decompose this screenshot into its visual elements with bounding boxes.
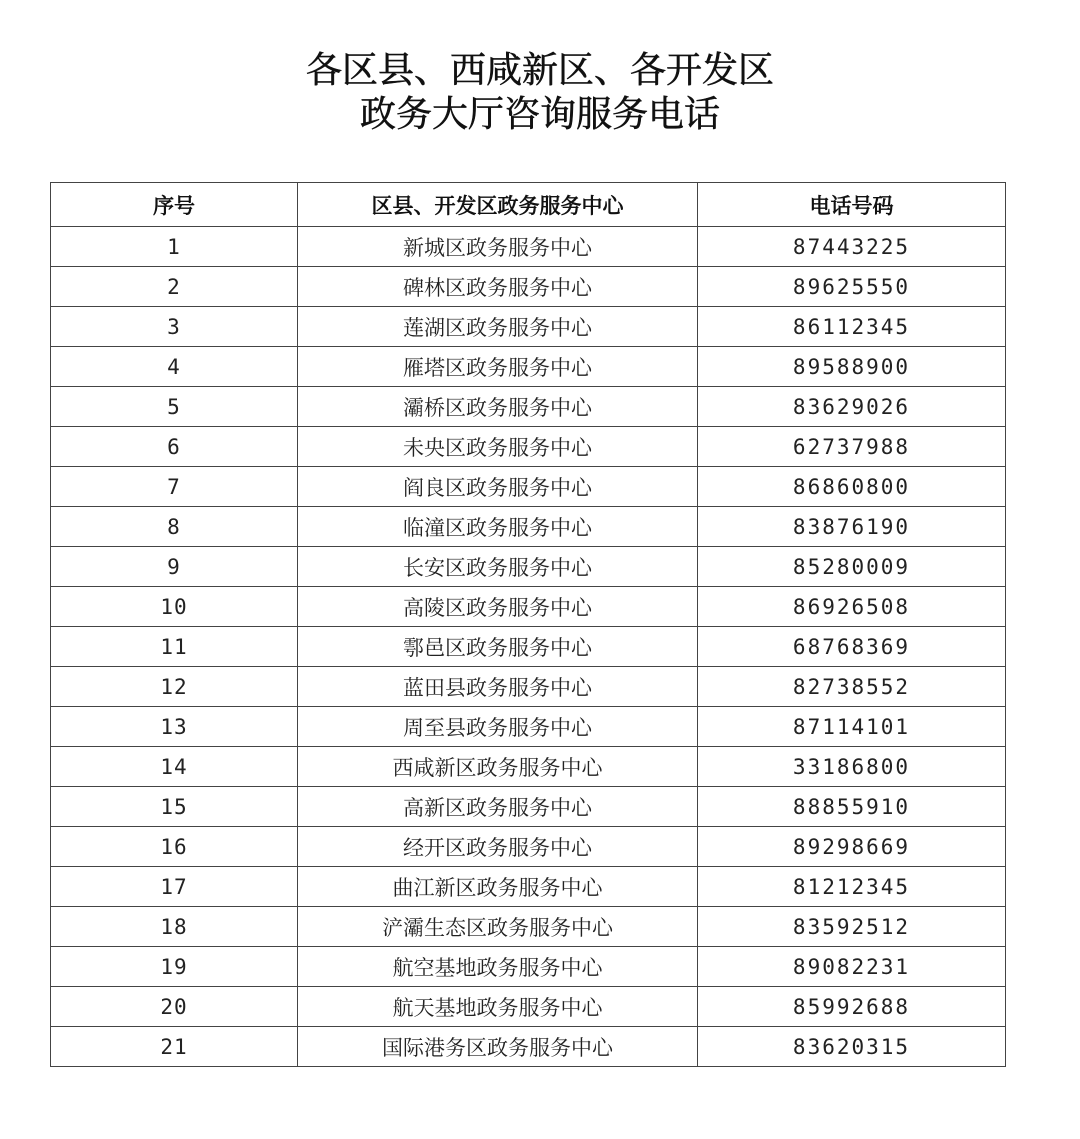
row-center-name: 雁塔区政务服务中心 <box>298 347 698 387</box>
row-phone: 86926508 <box>698 587 1006 627</box>
row-phone: 83592512 <box>698 907 1006 947</box>
row-phone: 87443225 <box>698 227 1006 267</box>
table-row <box>51 827 1006 867</box>
row-phone: 88855910 <box>698 787 1006 827</box>
table-row <box>51 907 1006 947</box>
row-phone: 82738552 <box>698 667 1006 707</box>
row-phone: 89298669 <box>698 827 1006 867</box>
row-center-name: 新城区政务服务中心 <box>298 227 698 267</box>
row-phone: 81212345 <box>698 867 1006 907</box>
table-header-row <box>51 183 1006 227</box>
table-row <box>51 267 1006 307</box>
row-center-name: 碑林区政务服务中心 <box>298 267 698 307</box>
table-header <box>51 183 1006 227</box>
row-phone: 89625550 <box>698 267 1006 307</box>
row-index: 8 <box>51 507 298 547</box>
row-center-name: 长安区政务服务中心 <box>298 547 698 587</box>
header-index: 序号 <box>51 183 298 227</box>
row-phone: 68768369 <box>698 627 1006 667</box>
header-center: 区县、开发区政务服务中心 <box>298 183 698 227</box>
row-center-name: 蓝田县政务服务中心 <box>298 667 698 707</box>
header-phone: 电话号码 <box>698 183 1006 227</box>
row-index: 7 <box>51 467 298 507</box>
row-phone: 86112345 <box>698 307 1006 347</box>
row-phone: 83620315 <box>698 1027 1006 1067</box>
table-row <box>51 467 1006 507</box>
table-row <box>51 667 1006 707</box>
row-index: 11 <box>51 627 298 667</box>
row-index: 13 <box>51 707 298 747</box>
row-index: 1 <box>51 227 298 267</box>
table-row <box>51 747 1006 787</box>
row-index: 17 <box>51 867 298 907</box>
row-center-name: 周至县政务服务中心 <box>298 707 698 747</box>
service-phone-table <box>50 182 1006 1067</box>
row-phone: 86860800 <box>698 467 1006 507</box>
row-phone: 87114101 <box>698 707 1006 747</box>
row-phone: 89588900 <box>698 347 1006 387</box>
row-center-name: 莲湖区政务服务中心 <box>298 307 698 347</box>
row-center-name: 国际港务区政务服务中心 <box>298 1027 698 1067</box>
table-row <box>51 507 1006 547</box>
row-center-name: 浐灞生态区政务服务中心 <box>298 907 698 947</box>
page-title-line-2: 政务大厅咨询服务电话 <box>359 94 720 135</box>
row-index: 20 <box>51 987 298 1027</box>
row-center-name: 灞桥区政务服务中心 <box>298 387 698 427</box>
row-center-name: 高新区政务服务中心 <box>298 787 698 827</box>
row-index: 19 <box>51 947 298 987</box>
row-phone: 62737988 <box>698 427 1006 467</box>
row-index: 5 <box>51 387 298 427</box>
table-row <box>51 307 1006 347</box>
row-index: 4 <box>51 347 298 387</box>
table-row <box>51 627 1006 667</box>
table-row <box>51 707 1006 747</box>
table-row <box>51 347 1006 387</box>
table-row <box>51 947 1006 987</box>
row-center-name: 阎良区政务服务中心 <box>298 467 698 507</box>
page-title-line-1: 各区县、西咸新区、各开发区 <box>305 50 774 91</box>
table-row <box>51 787 1006 827</box>
table-row <box>51 587 1006 627</box>
row-center-name: 经开区政务服务中心 <box>298 827 698 867</box>
row-center-name: 航天基地政务服务中心 <box>298 987 698 1027</box>
row-index: 2 <box>51 267 298 307</box>
row-index: 10 <box>51 587 298 627</box>
row-index: 12 <box>51 667 298 707</box>
row-center-name: 高陵区政务服务中心 <box>298 587 698 627</box>
table-row <box>51 1027 1006 1067</box>
table-row <box>51 867 1006 907</box>
row-phone: 89082231 <box>698 947 1006 987</box>
row-center-name: 未央区政务服务中心 <box>298 427 698 467</box>
row-phone: 85992688 <box>698 987 1006 1027</box>
row-index: 9 <box>51 547 298 587</box>
row-center-name: 鄠邑区政务服务中心 <box>298 627 698 667</box>
table-row <box>51 387 1006 427</box>
row-center-name: 航空基地政务服务中心 <box>298 947 698 987</box>
row-index: 15 <box>51 787 298 827</box>
row-phone: 83629026 <box>698 387 1006 427</box>
table-row <box>51 547 1006 587</box>
table-body <box>51 227 1006 1067</box>
row-center-name: 曲江新区政务服务中心 <box>298 867 698 907</box>
row-phone: 33186800 <box>698 747 1006 787</box>
row-index: 14 <box>51 747 298 787</box>
row-index: 18 <box>51 907 298 947</box>
table-row <box>51 987 1006 1027</box>
table-row <box>51 427 1006 467</box>
row-index: 21 <box>51 1027 298 1067</box>
row-index: 6 <box>51 427 298 467</box>
row-phone: 83876190 <box>698 507 1006 547</box>
row-index: 3 <box>51 307 298 347</box>
table-row <box>51 227 1006 267</box>
row-center-name: 临潼区政务服务中心 <box>298 507 698 547</box>
row-phone: 85280009 <box>698 547 1006 587</box>
row-center-name: 西咸新区政务服务中心 <box>298 747 698 787</box>
row-index: 16 <box>51 827 298 867</box>
